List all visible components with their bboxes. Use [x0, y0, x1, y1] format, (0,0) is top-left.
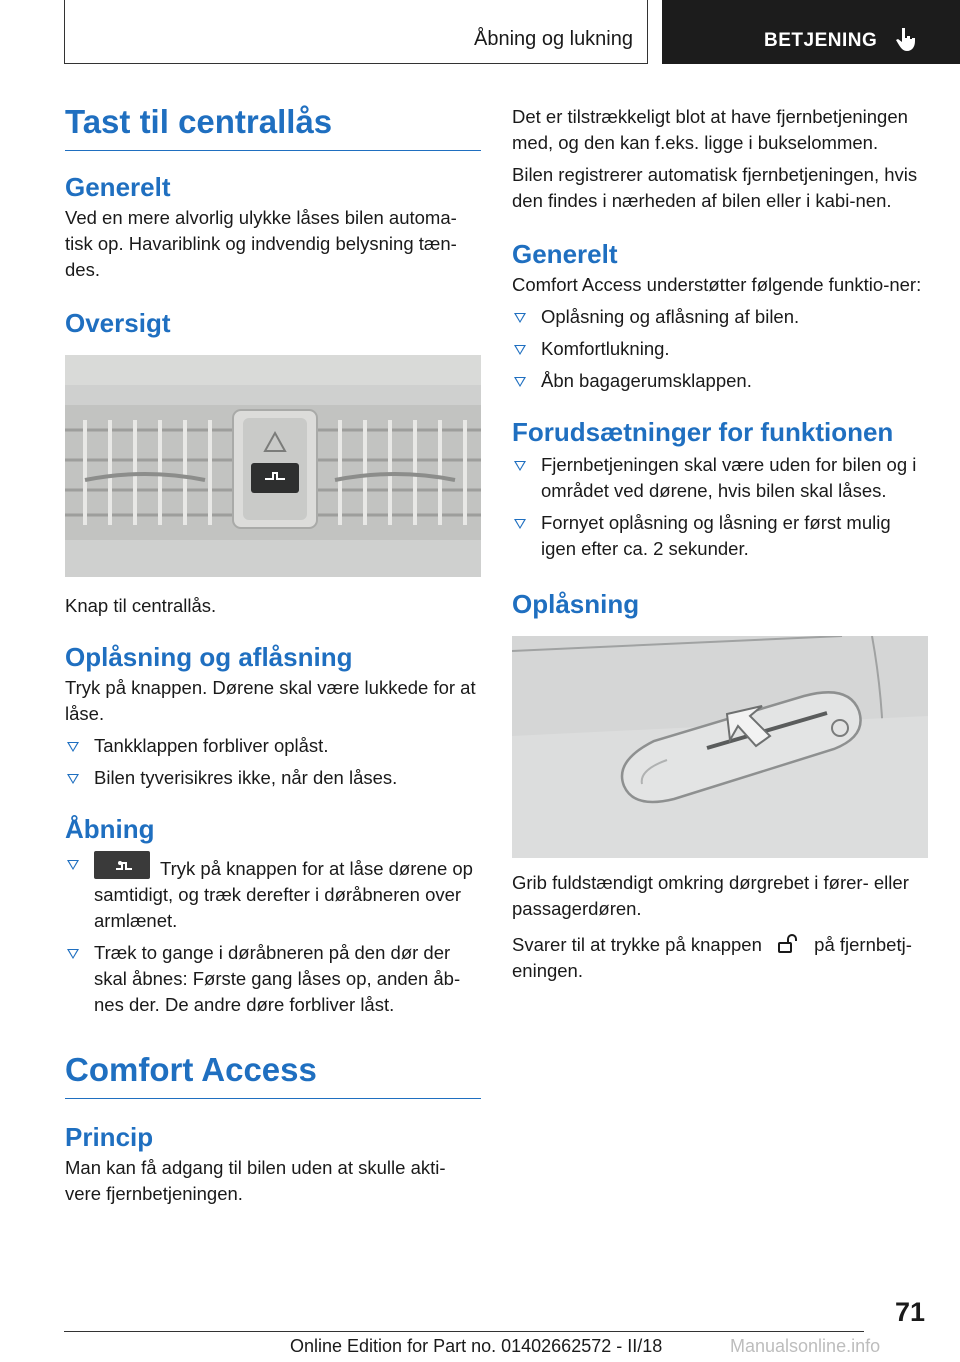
list-item: Fornyet oplåsning og låsning er først mulig igen efter ca. 2 sekunder.: [512, 510, 928, 562]
lock-text: Tryk på knappen. Dørene skal være lukkede for at låse.: [65, 677, 476, 724]
list-item: Oplåsning og aflåsning af bilen.: [512, 304, 928, 330]
heading-prerequisites: Forudsætninger for funktionen: [512, 417, 894, 447]
door-handle-figure: [512, 636, 928, 858]
footer-edition: Online Edition for Part no. 01402662572 - II/18: [290, 1336, 663, 1356]
intro-text-1: Det er tilstrækkeligt blot at have fjernbetjeningen med, og den kan f.eks. ligge i bukselommen.: [512, 106, 908, 153]
heading-lock-unlock: Oplåsning og aflåsning: [65, 642, 353, 672]
header-section-box: [64, 0, 648, 64]
list-item: Træk to gange i døråbneren på den dør der skal åbnes: Første gang låses op, anden åb-nes der. De andre døre forbliver låst.: [65, 940, 481, 1018]
list-item: Tryk på knappen for at låse dørene op samtidigt, og træk derefter i døråbneren over armlænet.: [65, 851, 481, 934]
overview-caption: Knap til centrallås.: [65, 595, 217, 616]
footer-divider: [64, 1331, 864, 1332]
central-lock-image: [65, 355, 481, 577]
page-number: 71: [895, 1297, 926, 1327]
right-column: [512, 104, 928, 984]
page-header: [64, 0, 960, 66]
bullet-triangle-icon: [67, 774, 79, 784]
unlock-caption: Grib fuldstændigt omkring dørgrebet i fører- eller passagerdøren.: [512, 872, 909, 919]
section-title-central-lock: Tast til centrallås: [65, 100, 481, 151]
intro-text-2: Bilen registrerer automatisk fjernbetjeningen, hvis den findes i nærheden af bilen eller i kabi-nen.: [512, 164, 918, 211]
heading-principle: Princip: [65, 1122, 154, 1152]
header-section-title: Åbning og lukning: [473, 28, 633, 50]
footer-watermark: Manualsonline.info: [730, 1336, 881, 1356]
bullet-triangle-icon: [67, 742, 79, 752]
heading-general-2: Generelt: [512, 239, 618, 269]
unlock-button-icon: [94, 851, 150, 879]
bullet-triangle-icon: [514, 345, 526, 355]
header-chapter-box: [662, 0, 960, 64]
heading-overview: Oversigt: [65, 308, 171, 338]
central-lock-figure: [65, 355, 481, 577]
list-item: Åbn bagagerumsklappen.: [512, 368, 928, 394]
door-handle-image: [512, 636, 928, 858]
pointing-hand-icon: [896, 26, 918, 52]
general-text-2: Comfort Access understøtter følgende funktio-ner:: [512, 274, 922, 295]
principle-text: Man kan få adgang til bilen uden at skulle akti-vere fjernbetjeningen.: [65, 1157, 446, 1204]
heading-unlocking: Oplåsning: [512, 589, 640, 619]
left-column: [65, 100, 481, 1207]
bullet-triangle-icon: [514, 461, 526, 471]
list-item: Tankklappen forbliver oplåst.: [65, 733, 481, 759]
general-text: Ved en mere alvorlig ulykke låses bilen automa-tisk op. Havariblink og indvendig belysning tæn-des.: [65, 207, 457, 280]
heading-opening: Åbning: [65, 814, 155, 844]
bullet-triangle-icon: [514, 313, 526, 323]
list-item: Komfortlukning.: [512, 336, 928, 362]
heading-general: Generelt: [65, 172, 171, 202]
bullet-triangle-icon: [67, 949, 79, 959]
bullet-triangle-icon: [514, 519, 526, 529]
unlock-padlock-icon: [773, 933, 803, 955]
header-chapter-title: BETJENING: [764, 30, 878, 51]
bullet-triangle-icon: [67, 860, 79, 870]
list-item: Fjernbetjeningen skal være uden for bilen og i området ved dørene, hvis bilen skal låses.: [512, 452, 928, 504]
list-item: Bilen tyverisikres ikke, når den låses.: [65, 765, 481, 791]
section-title-comfort-access: Comfort Access: [65, 1048, 481, 1099]
bullet-triangle-icon: [514, 377, 526, 387]
unlock-text: Svarer til at trykke på knappen på fjernbetj-eningen.: [512, 934, 912, 981]
